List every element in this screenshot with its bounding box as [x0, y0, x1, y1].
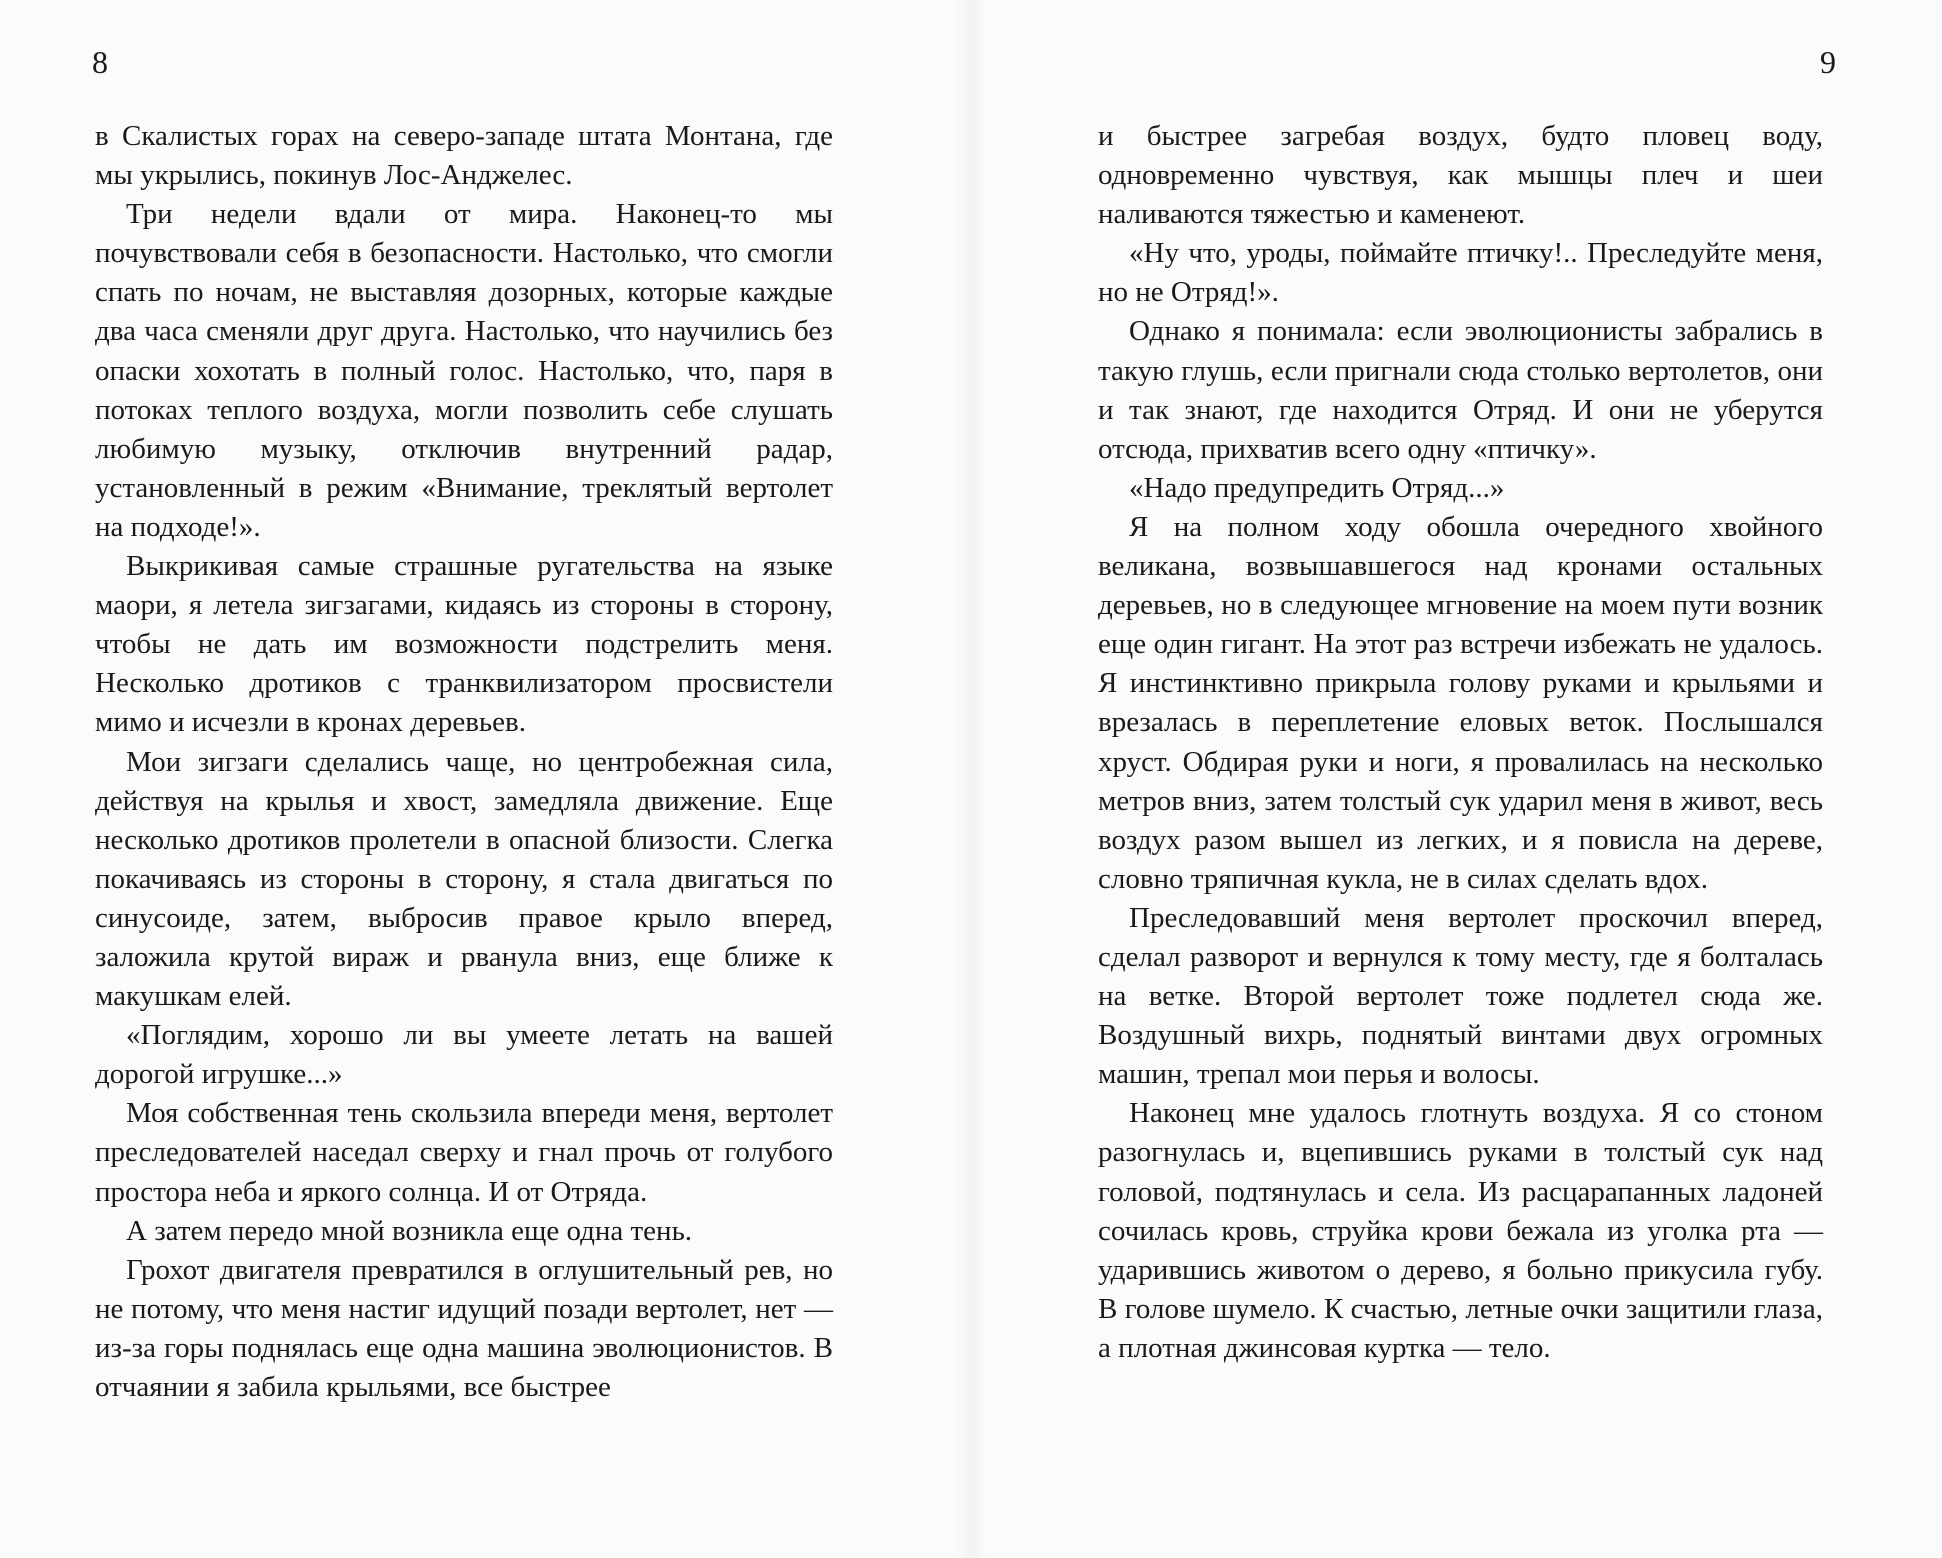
paragraph: Преследовавший меня вертолет проскочил вперед, сделал разворот и вернулся к тому месту, где я болталась на ветке. Второй вертолет тоже подлетел сюда же. Воздушный вихрь, поднятый винтами двух огромных машин, трепал мои перья и волосы. [1098, 901, 1823, 1091]
paragraph: Я на полном ходу обошла очередного хвойного великана, возвышавшегося над кронами остальных деревьев, но в следующее мгновение на моем пути возник еще один гигант. На этот раз встречи избежать не удалось. Я инстинктивно прикрыла голову руками и крыльями и врезалась в переплетение еловых веток. Послышался хруст. Обдирая руки и ноги, я провалилась на несколько метров вниз, затем толстый сук ударил меня в живот, весь воздух разом вышел из легких, и я повисла на дереве, словно тряпичная кукла, не в силах сделать вдох. [1098, 510, 1823, 895]
paragraph: Грохот двигателя превратился в оглушительный рев, но не потому, что меня настиг идущий позади вертолет, нет — из-за горы поднялась еще одна машина эволюционистов. В отчаянии я забила крыльями, все быстрее [95, 1253, 833, 1403]
paragraph: А затем передо мной возникла еще одна тень. [126, 1214, 693, 1247]
right-page-text [1098, 117, 1823, 1368]
paragraph: и быстрее загребая воздух, будто пловец воду, одновременно чувствуя, как мышцы плеч и шеи наливаются тяжестью и каменеют. [1098, 120, 1823, 231]
right-page [971, 0, 1942, 1558]
paragraph: Моя собственная тень скользила впереди меня, вертолет преследователей наседал сверху и гнал прочь от голубого простора неба и яркого солнца. И от Отряда. [95, 1097, 833, 1208]
paragraph: Выкрикивая самые страшные ругательства на языке маори, я летела зигзагами, кидаясь из стороны в сторону, чтобы не дать им возможности подстрелить меня. Несколько дротиков с транквилизатором просвистели мимо и исчезли в кронах деревьев. [95, 550, 833, 739]
page-number-right: 9 [1820, 44, 1836, 80]
paragraph: «Надо предупредить Отряд...» [1129, 471, 1505, 504]
paragraph: Наконец мне удалось глотнуть воздуха. Я со стоном разогнулась и, вцепившись руками в толстый сук над головой, подтянулась и села. Из расцарапанных ладоней сочилась кровь, струйка крови бежала из уголка рта — ударившись животом о дерево, я больно прикусила губу. В голове шумело. К счастью, летные очки защитили глаза, а плотная джинсовая куртка — тело. [1098, 1097, 1823, 1364]
paragraph: Однако я понимала: если эволюционисты забрались в такую глушь, если пригнали сюда столько вертолетов, они и так знают, где находится Отряд. И они не уберутся отсюда, прихватив всего одну «птичку». [1098, 315, 1823, 465]
paragraph: в Скалистых горах на северо-западе штата Монтана, где мы укрылись, покинув Лос-Анджелес. [95, 120, 833, 192]
paragraph: «Ну что, уроды, поймайте птичку!.. Преследуйте меня, но не Отряд!». [1098, 237, 1823, 309]
paragraph: «Поглядим, хорошо ли вы умеете летать на вашей дорогой игрушке...» [95, 1019, 833, 1091]
paragraph: Мои зигзаги сделались чаще, но центробежная сила, действуя на крылья и хвост, замедляла движение. Еще несколько дротиков пролетели в опасной близости. Слегка покачиваясь из стороны в сторону, я стала двигаться по синусоиде, затем, выбросив правое крыло вперед, заложила крутой вираж и рванула вниз, еще ближе к макушкам елей. [95, 745, 833, 1013]
page-number-left: 8 [92, 44, 108, 80]
paragraph: Три недели вдали от мира. Наконец-то мы почувствовали себя в безопасности. Настолько, что смогли спать по ночам, не выставляя дозорных, которые каждые два часа сменяли друг друга. Настолько, что научились без опаски хохотать в полный голос. Настолько, что, паря в потоках теплого воздуха, могли позволить себе слушать любимую музыку, отключив внутренний радар, установленный в режим «Внимание, треклятый вертолет на подходе!». [95, 198, 833, 543]
left-page-text [95, 117, 833, 1407]
